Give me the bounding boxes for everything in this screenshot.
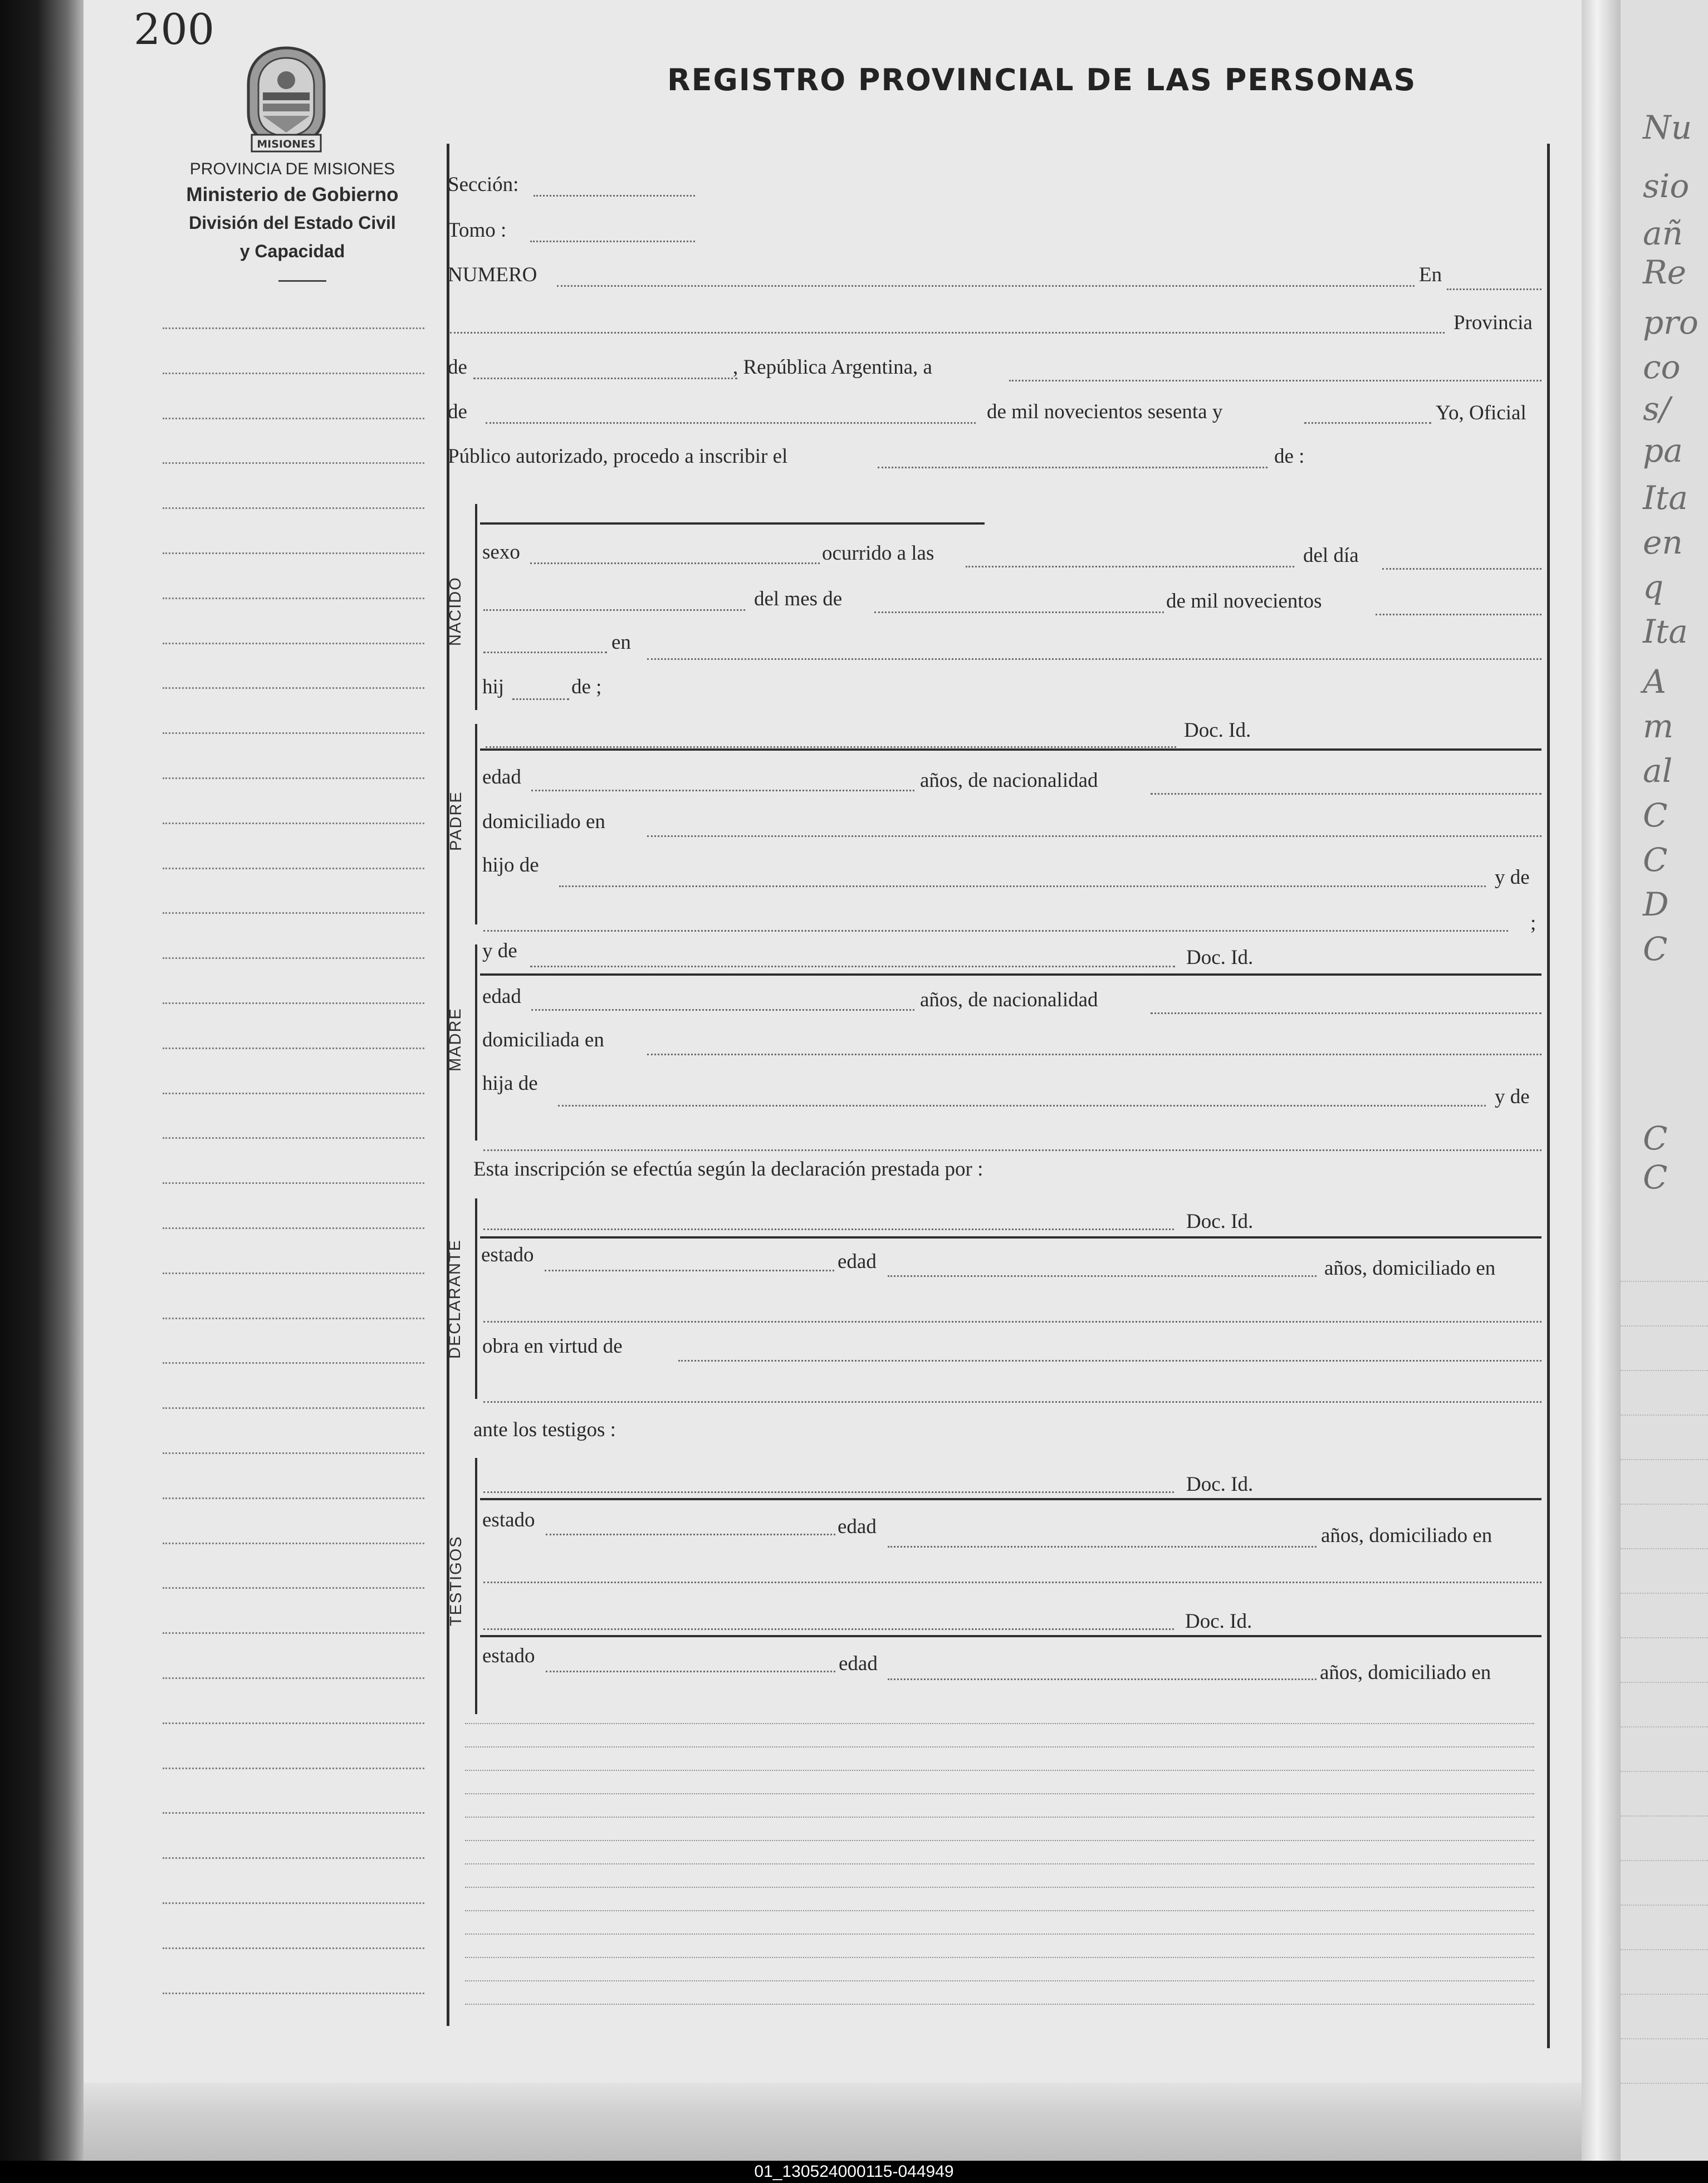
father-name-line xyxy=(480,748,1541,751)
mother-nationality-field[interactable] xyxy=(1151,1012,1541,1014)
header-capacidad: y Capacidad xyxy=(239,241,345,261)
margin-line[interactable] xyxy=(163,1857,424,1859)
declarant-address-field[interactable] xyxy=(483,1321,1541,1323)
hij-label: hij xyxy=(482,676,505,698)
witness1-name-line xyxy=(480,1498,1541,1500)
writing-line[interactable] xyxy=(465,1910,1534,1911)
ante-testigos-label: ante los testigos : xyxy=(473,1418,616,1441)
mil-novecientos-label: de mil novecientos xyxy=(1166,590,1322,613)
year-field[interactable] xyxy=(1304,422,1431,424)
margin-line[interactable] xyxy=(163,1182,424,1184)
header-province: PROVINCIA DE MISIONES xyxy=(189,160,395,178)
de-colon-label: de : xyxy=(1274,445,1305,468)
margin-line[interactable] xyxy=(163,1812,424,1814)
margin-line[interactable] xyxy=(163,912,424,914)
en-label: En xyxy=(1419,263,1442,286)
page-title: REGISTRO PROVINCIAL DE LAS PERSONAS xyxy=(667,62,1417,97)
birth-day-words-field[interactable] xyxy=(483,609,745,611)
padre-y-de-label: y de xyxy=(1495,866,1530,889)
header-ministry: Ministerio de Gobierno xyxy=(186,184,399,205)
margin-line[interactable] xyxy=(163,1497,424,1499)
handwriting-fragment: C xyxy=(1643,796,1668,834)
witness1-address-field[interactable] xyxy=(483,1582,1541,1583)
birth-year-field[interactable] xyxy=(1376,614,1541,615)
handwriting-fragment: C xyxy=(1643,1119,1668,1157)
witness2-name-line xyxy=(480,1635,1541,1637)
padre-doc-label: Doc. Id. xyxy=(1184,719,1251,742)
declarant-name-line xyxy=(480,1236,1541,1239)
nacido-side-label: NACIDO xyxy=(447,576,464,646)
de-semicolon-label: de ; xyxy=(571,676,602,698)
witness2-age-field[interactable] xyxy=(888,1678,1317,1680)
writing-line[interactable] xyxy=(465,1793,1534,1794)
margin-line[interactable] xyxy=(163,1227,424,1229)
father-mother-field[interactable] xyxy=(483,930,1508,932)
handwriting-fragment: en xyxy=(1643,523,1683,561)
month-field[interactable] xyxy=(486,422,976,424)
father-name-field[interactable] xyxy=(486,746,1176,748)
madre-nacionalidad-label: años, de nacionalidad xyxy=(920,988,1098,1011)
book-binding-shadow xyxy=(0,0,84,2172)
margin-line[interactable] xyxy=(163,823,424,824)
numero-field[interactable] xyxy=(557,285,1415,287)
margin-line[interactable] xyxy=(163,552,424,554)
handwriting-fragment: añ xyxy=(1643,214,1683,252)
witness1-name-field[interactable] xyxy=(483,1491,1174,1493)
writing-line[interactable] xyxy=(465,1817,1534,1818)
margin-line[interactable] xyxy=(163,1993,424,1994)
provincia-label: Provincia xyxy=(1453,311,1533,334)
writing-line[interactable] xyxy=(465,1863,1534,1864)
margin-line[interactable] xyxy=(163,1543,424,1544)
margin-line[interactable] xyxy=(163,598,424,599)
numero-label: NUMERO xyxy=(448,263,537,286)
yo-oficial-label: Yo, Oficial xyxy=(1436,402,1526,424)
testigo2-edad-label: edad xyxy=(839,1652,878,1675)
margin-line[interactable] xyxy=(163,957,424,959)
form-left-border xyxy=(447,144,449,2026)
image-id-label: 01_130524000115-044949 xyxy=(754,2162,954,2181)
birth-month-field[interactable] xyxy=(874,611,1164,613)
birth-place-pre-field[interactable] xyxy=(483,652,607,653)
declarant-capacity-field[interactable] xyxy=(678,1360,1541,1362)
witness2-status-field[interactable] xyxy=(546,1671,835,1672)
margin-line[interactable] xyxy=(163,1677,424,1679)
padre-side-label: PADRE xyxy=(447,791,465,851)
header-rule xyxy=(278,280,326,282)
sexo-field[interactable] xyxy=(530,562,820,564)
padre-bracket xyxy=(475,724,477,924)
testigos-bracket xyxy=(475,1458,477,1714)
handwriting-fragment: pro xyxy=(1643,304,1699,341)
margin-line[interactable] xyxy=(163,868,424,869)
testigo2-doc-label: Doc. Id. xyxy=(1185,1610,1252,1633)
nacido-bracket xyxy=(475,504,477,710)
declarant-name-field[interactable] xyxy=(483,1228,1174,1230)
handwriting-fragment: sio xyxy=(1643,167,1690,205)
father-age-field[interactable] xyxy=(531,790,914,791)
madre-hija-de-label: hija de xyxy=(482,1072,538,1095)
page-edge xyxy=(84,2083,1587,2161)
seccion-label: Sección: xyxy=(448,173,519,196)
handwriting-fragment: C xyxy=(1643,930,1668,968)
margin-line[interactable] xyxy=(163,1947,424,1949)
testigo2-estado-label: estado xyxy=(482,1644,535,1667)
de-label-1: de xyxy=(448,356,467,379)
mother-mother-field[interactable] xyxy=(483,1149,1541,1151)
mother-age-field[interactable] xyxy=(531,1009,914,1011)
hij-suffix-field[interactable] xyxy=(512,698,569,700)
seccion-field[interactable] xyxy=(534,195,695,197)
margin-line[interactable] xyxy=(163,1452,424,1454)
handwriting-fragment: C xyxy=(1643,1158,1668,1196)
margin-line[interactable] xyxy=(163,1318,424,1319)
testigo1-edad-label: edad xyxy=(838,1515,877,1538)
handwriting-fragment: pa xyxy=(1643,432,1683,469)
margin-line[interactable] xyxy=(163,1407,424,1409)
padre-domiciliado-label: domiciliado en xyxy=(482,810,605,833)
margin-line[interactable] xyxy=(163,327,424,329)
testigos-side-label: TESTIGOS xyxy=(447,1535,465,1626)
margin-line[interactable] xyxy=(163,507,424,509)
margin-line[interactable] xyxy=(163,373,424,374)
margin-line[interactable] xyxy=(163,643,424,644)
form-right-border xyxy=(1547,144,1550,2048)
day-field[interactable] xyxy=(1009,380,1541,381)
writing-line[interactable] xyxy=(465,1980,1534,1981)
handwriting-fragment: m xyxy=(1643,707,1673,745)
sexo-label: sexo xyxy=(482,541,520,564)
handwriting-fragment: Ita xyxy=(1643,613,1688,650)
declarante-domiciliado-label: años, domiciliado en xyxy=(1324,1257,1496,1280)
handwriting-fragment: q xyxy=(1643,568,1664,606)
handwriting-fragment: Nu xyxy=(1643,109,1692,146)
madre-y-de-label: y de xyxy=(482,939,517,962)
publico-label: Público autorizado, procedo a inscribir el xyxy=(448,445,788,468)
margin-line[interactable] xyxy=(163,1722,424,1724)
father-father-field[interactable] xyxy=(559,885,1486,887)
mother-name-line xyxy=(480,973,1541,976)
writing-line[interactable] xyxy=(465,2004,1534,2005)
padre-edad-label: edad xyxy=(482,766,521,789)
madre-y-de-label-2: y de xyxy=(1495,1085,1530,1108)
esta-inscripcion-label: Esta inscripción se efectúa según la declaración prestada por : xyxy=(473,1158,983,1181)
testigo1-domiciliado-label: años, domiciliado en xyxy=(1321,1524,1492,1547)
book-gutter xyxy=(1582,0,1621,2161)
page-number: 200 xyxy=(134,4,215,54)
act-type-field[interactable] xyxy=(878,467,1267,468)
declarant-status-field[interactable] xyxy=(545,1270,834,1271)
witness1-age-field[interactable] xyxy=(888,1546,1317,1548)
handwriting-fragment: co xyxy=(1643,348,1681,386)
del-dia-label: del día xyxy=(1303,544,1359,567)
mother-address-field[interactable] xyxy=(647,1054,1541,1055)
writing-line[interactable] xyxy=(465,1746,1534,1748)
witness1-status-field[interactable] xyxy=(546,1534,835,1535)
madre-side-label: MADRE xyxy=(447,1007,464,1071)
margin-line[interactable] xyxy=(163,462,424,464)
testigo1-doc-label: Doc. Id. xyxy=(1186,1473,1254,1496)
writing-line[interactable] xyxy=(465,1840,1534,1841)
declarante-doc-label: Doc. Id. xyxy=(1186,1210,1254,1233)
margin-line[interactable] xyxy=(163,1902,424,1904)
margin-line[interactable] xyxy=(163,1587,424,1589)
margin-line[interactable] xyxy=(163,1093,424,1094)
declarant-extra-field[interactable] xyxy=(483,1401,1541,1403)
testigo1-estado-label: estado xyxy=(482,1509,535,1531)
testigo2-domiciliado-label: años, domiciliado en xyxy=(1320,1661,1491,1684)
mother-name-field[interactable] xyxy=(530,966,1175,967)
margin-line[interactable] xyxy=(163,1632,424,1634)
handwriting-fragment: Re xyxy=(1643,253,1686,291)
tomo-field[interactable] xyxy=(530,241,695,242)
mil-sesenta-label: de mil novecientos sesenta y xyxy=(987,400,1223,423)
witness2-name-field[interactable] xyxy=(483,1628,1174,1630)
margin-line[interactable] xyxy=(163,1137,424,1139)
madre-bracket xyxy=(475,944,477,1141)
en-label-nacido: en xyxy=(611,631,631,654)
father-address-field[interactable] xyxy=(647,835,1541,837)
madre-edad-label: edad xyxy=(482,985,521,1008)
margin-line[interactable] xyxy=(163,732,424,734)
name-line[interactable] xyxy=(480,522,985,525)
madre-doc-label: Doc. Id. xyxy=(1186,946,1254,969)
svg-text:MISIONES: MISIONES xyxy=(257,138,316,150)
declarant-age-field[interactable] xyxy=(888,1275,1317,1277)
margin-line[interactable] xyxy=(163,1768,424,1769)
del-mes-label: del mes de xyxy=(754,588,843,610)
handwriting-fragment: Ita xyxy=(1643,479,1688,517)
republica-label: , República Argentina, a xyxy=(733,356,932,379)
birth-day-field[interactable] xyxy=(1382,568,1541,570)
writing-line[interactable] xyxy=(465,1957,1534,1958)
mother-father-field[interactable] xyxy=(558,1105,1486,1107)
writing-line[interactable] xyxy=(465,1723,1534,1724)
margin-line[interactable] xyxy=(163,777,424,779)
tomo-label: Tomo : xyxy=(448,219,507,242)
padre-hijo-de-label: hijo de xyxy=(482,854,539,877)
handwriting-fragment: A xyxy=(1643,663,1666,701)
handwriting-fragment: C xyxy=(1643,841,1668,879)
declarante-edad-label: edad xyxy=(838,1250,877,1273)
margin-line[interactable] xyxy=(163,1272,424,1274)
margin-line[interactable] xyxy=(163,687,424,689)
padre-semicolon: ; xyxy=(1530,912,1536,934)
handwriting-fragment: D xyxy=(1643,885,1669,923)
province-name-field[interactable] xyxy=(473,378,737,379)
declarante-estado-label: estado xyxy=(481,1244,534,1266)
handwriting-fragment: al xyxy=(1643,752,1673,790)
margin-line[interactable] xyxy=(163,1362,424,1364)
margin-line[interactable] xyxy=(163,1048,424,1049)
declarante-obra-label: obra en virtud de xyxy=(482,1335,623,1358)
father-nationality-field[interactable] xyxy=(1151,793,1541,795)
writing-line[interactable] xyxy=(465,1887,1534,1888)
margin-line[interactable] xyxy=(163,1002,424,1004)
provincial-seal-icon xyxy=(241,46,332,155)
de-label-2: de xyxy=(448,400,467,423)
locality-field[interactable] xyxy=(450,332,1445,334)
writing-line[interactable] xyxy=(465,1934,1534,1935)
writing-line[interactable] xyxy=(465,1770,1534,1771)
madre-domiciliada-label: domiciliada en xyxy=(482,1029,604,1051)
declarante-bracket xyxy=(475,1198,477,1399)
en-field[interactable] xyxy=(1447,288,1541,290)
header-division: División del Estado Civil xyxy=(189,213,396,233)
declarante-side-label: DECLARANTE xyxy=(446,1239,464,1359)
birth-place-field[interactable] xyxy=(647,658,1541,660)
margin-line[interactable] xyxy=(163,418,424,419)
handwriting-fragment: s/ xyxy=(1643,390,1671,428)
padre-nacionalidad-label: años, de nacionalidad xyxy=(920,769,1098,792)
ocurrido-label: ocurrido a las xyxy=(822,542,934,565)
hour-field[interactable] xyxy=(966,566,1294,567)
